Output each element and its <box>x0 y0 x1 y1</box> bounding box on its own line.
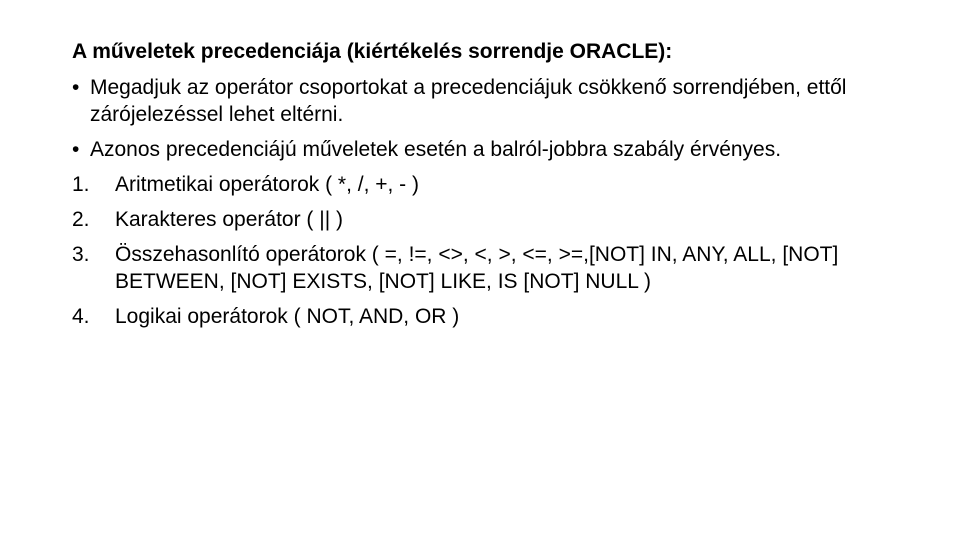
slide-title: A műveletek precedenciája (kiértékelés sorrendje ORACLE): <box>72 40 673 63</box>
slide-content <box>72 38 872 338</box>
numbered-text: Összehasonlító operátorok ( =, !=, <>, <, >, <=, >=,[NOT] IN, ANY, ALL, [NOT] BETWEEN, [NOT] EXISTS, [NOT] LIKE, IS [NOT] NULL ) <box>115 243 839 293</box>
bullet-item <box>72 74 872 128</box>
numbered-item <box>72 206 872 233</box>
bullet-text: Megadjuk az operátor csoportokat a precedenciájuk csökkenő sorrendjében, ettől zárójelezéssel lehet eltérni. <box>90 76 847 126</box>
numbered-text: Karakteres operátor ( || ) <box>115 208 343 231</box>
number-marker: 2. <box>72 208 90 231</box>
numbered-item <box>72 303 872 330</box>
number-marker: 1. <box>72 173 90 196</box>
number-marker: 4. <box>72 305 90 328</box>
numbered-text: Aritmetikai operátorok ( *, /, +, - ) <box>115 173 420 196</box>
bullet-marker: • <box>72 76 80 99</box>
numbered-item <box>72 241 872 295</box>
number-marker: 3. <box>72 243 90 266</box>
numbered-item <box>72 171 872 198</box>
bullet-marker: • <box>72 138 80 161</box>
numbered-text: Logikai operátorok ( NOT, AND, OR ) <box>115 305 460 328</box>
bullet-text: Azonos precedenciájú műveletek esetén a balról-jobbra szabály érvényes. <box>90 138 782 161</box>
bullet-item <box>72 136 872 163</box>
